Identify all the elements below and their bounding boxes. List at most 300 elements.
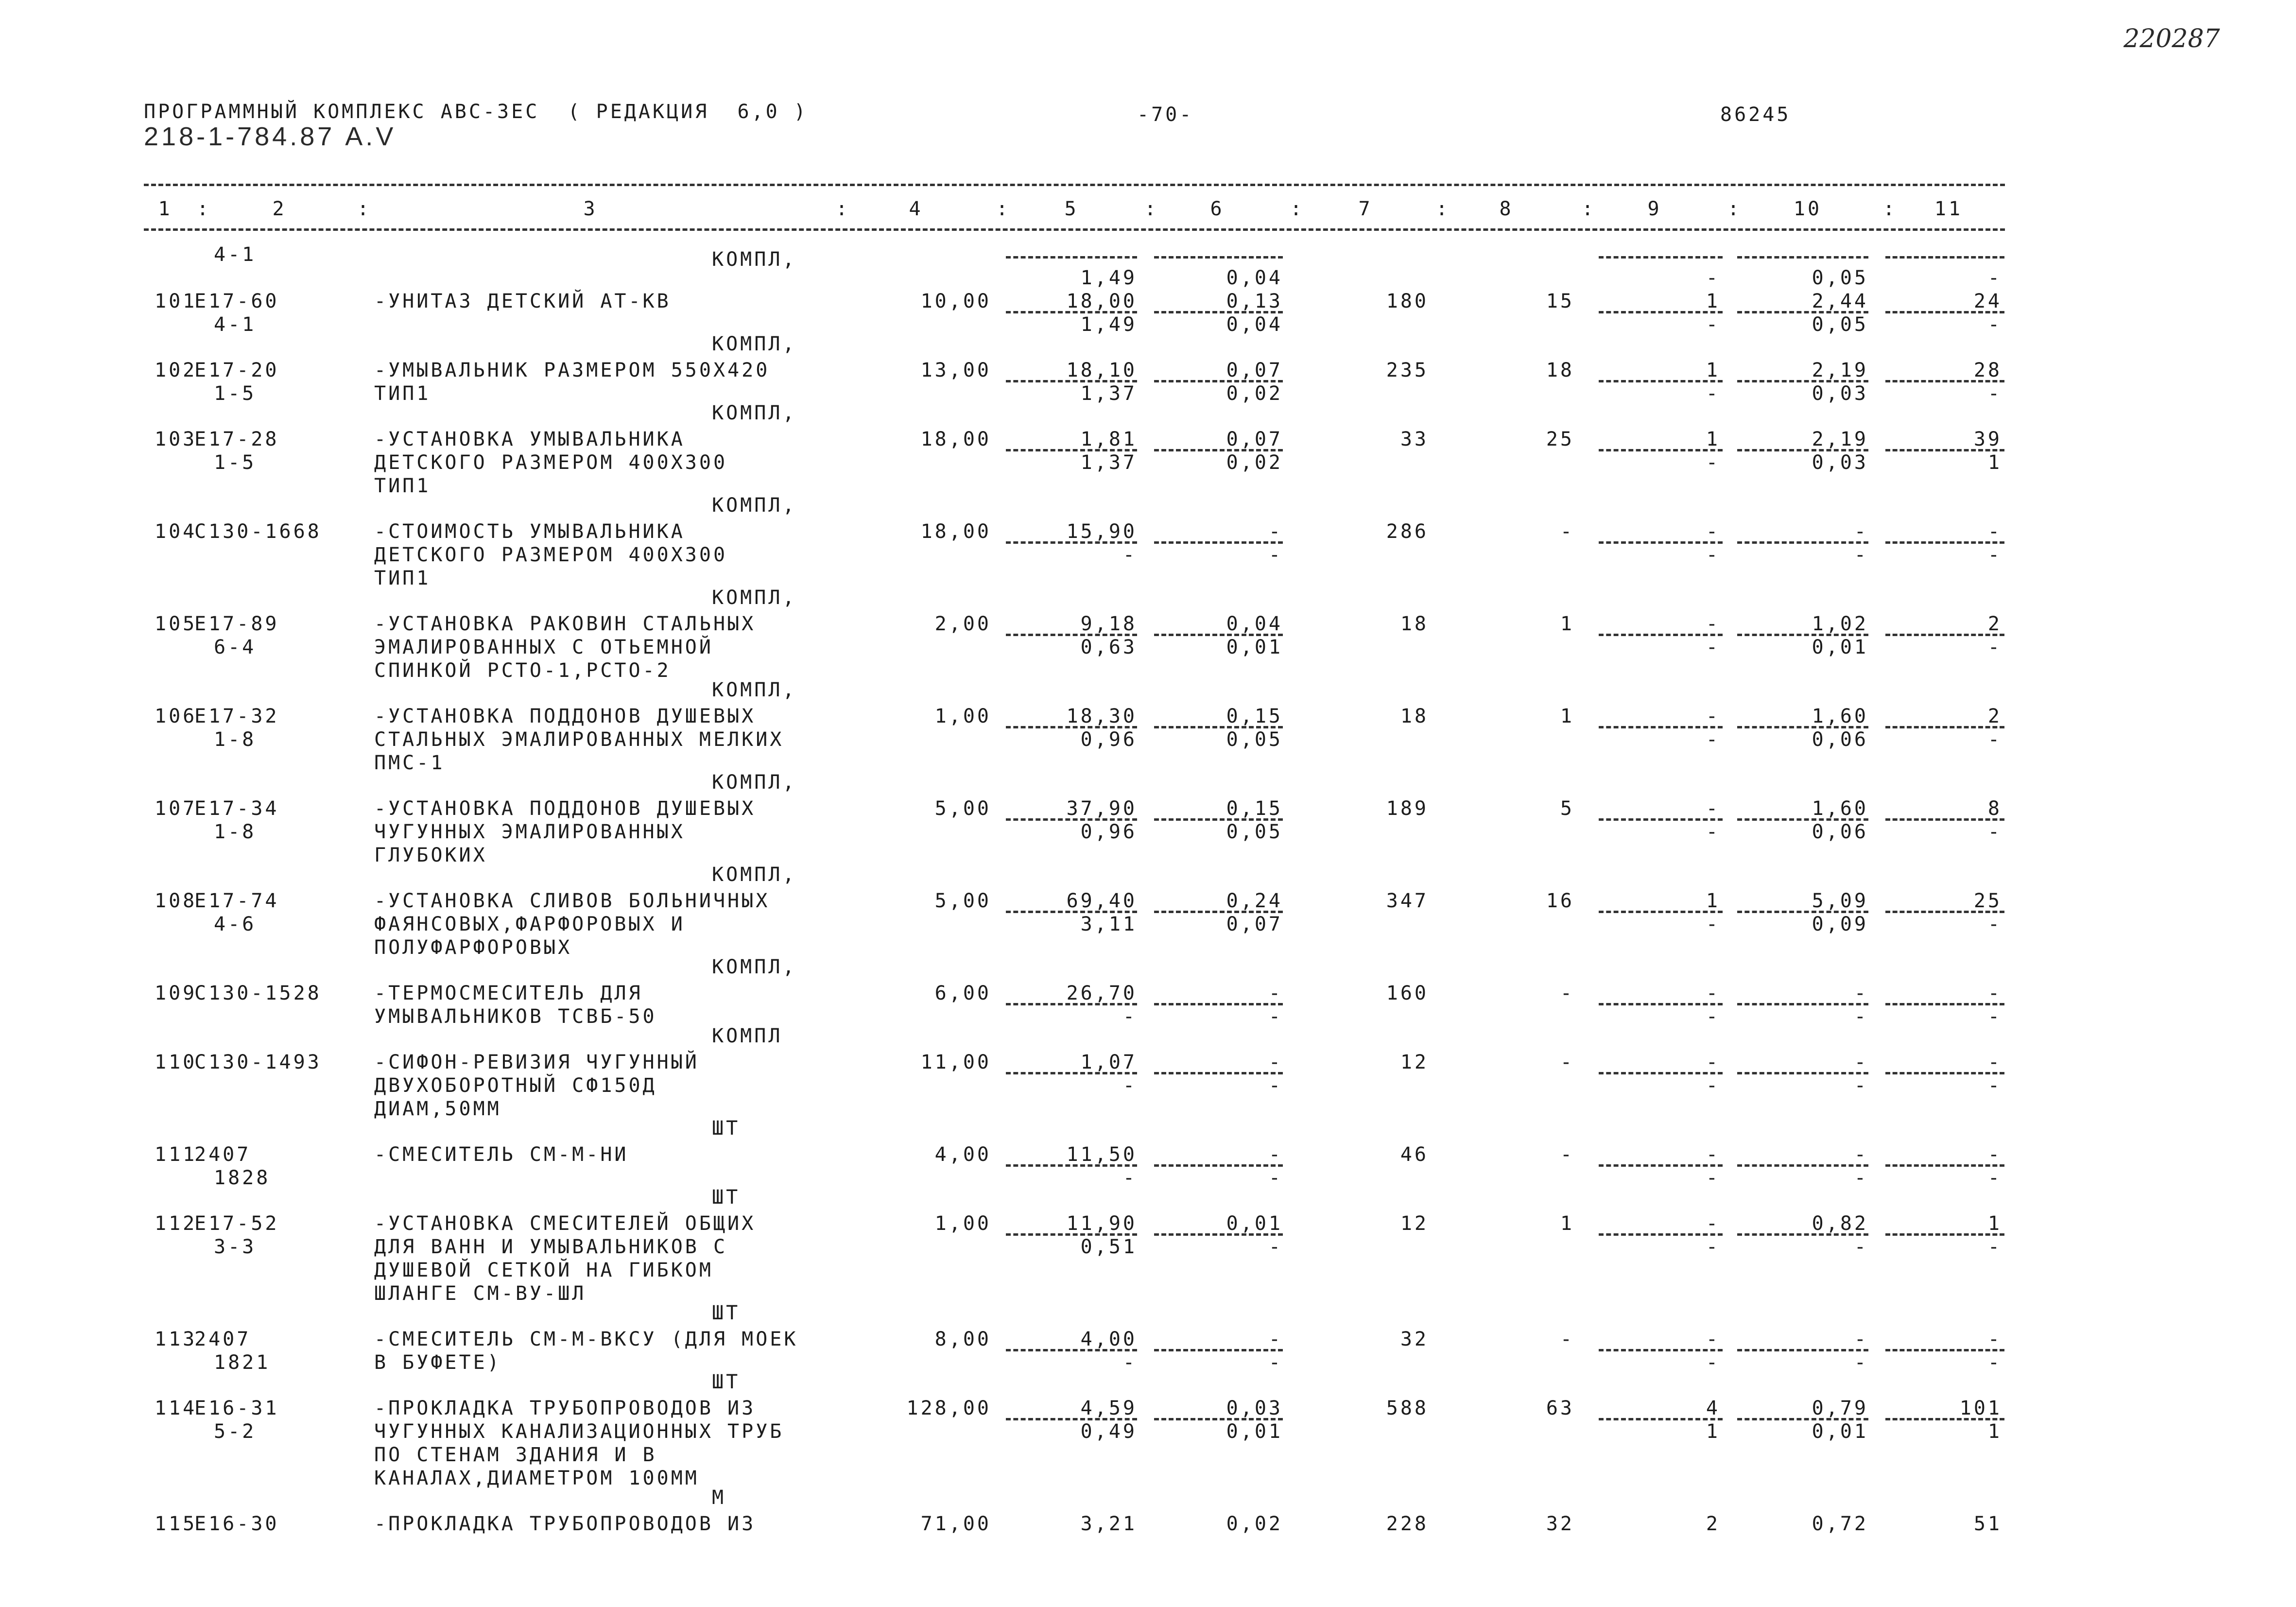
subvalue-c5: - xyxy=(1122,544,1137,566)
row-code: Е17-89 xyxy=(194,613,279,635)
table-header-rule xyxy=(144,228,2005,231)
value-c10: 2,19 xyxy=(1812,359,1868,381)
value-c8: - xyxy=(1560,1051,1574,1073)
value-c6: - xyxy=(1268,520,1283,543)
column-separator: : xyxy=(836,198,850,220)
value-c9: - xyxy=(1706,797,1720,820)
underline-c11 xyxy=(1885,634,2004,636)
row-number: 101 xyxy=(155,290,197,312)
subvalue-c6: 0,02 xyxy=(1226,451,1283,474)
value-c5: 18,30 xyxy=(1066,705,1137,727)
underline-c10 xyxy=(1737,1003,1868,1005)
subvalue-c9: - xyxy=(1706,1167,1720,1189)
underline-c9 xyxy=(1599,911,1723,913)
row-code: Е17-20 xyxy=(194,359,279,381)
value-c5: 9,18 xyxy=(1080,613,1137,635)
subvalue-c10: 0,01 xyxy=(1812,636,1868,658)
column-separator: : xyxy=(357,198,372,220)
value-c8: 25 xyxy=(1546,428,1574,450)
subvalue-c10: - xyxy=(1854,1074,1868,1097)
underline-c6 xyxy=(1154,256,1283,259)
column-header-10: 10 xyxy=(1793,198,1822,220)
header-program-title: ПРОГРАММНЫЙ КОМПЛЕКС АВС-3ЕС ( РЕДАКЦИЯ 6,0 ) xyxy=(144,101,808,123)
subvalue-c9: - xyxy=(1706,821,1720,843)
subvalue-c9: - xyxy=(1706,913,1720,935)
row-code: Е16-30 xyxy=(194,1513,279,1535)
subvalue-c10: - xyxy=(1854,1351,1868,1374)
subvalue-c5: 0,96 xyxy=(1080,728,1137,751)
underline-c5 xyxy=(1006,256,1137,259)
value-c6: 0,03 xyxy=(1226,1397,1283,1419)
value-c8: 63 xyxy=(1546,1397,1574,1419)
row-number: 110 xyxy=(155,1051,197,1073)
value-c11: 8 xyxy=(1987,797,2002,820)
underline-c11 xyxy=(1885,380,2004,382)
column-separator: : xyxy=(1883,198,1898,220)
row-number: 107 xyxy=(155,797,197,820)
subvalue-c6: - xyxy=(1268,1351,1283,1374)
value-c11: 2 xyxy=(1987,613,2002,635)
row-unit: ШТ xyxy=(712,1302,741,1324)
value-c8: 5 xyxy=(1560,797,1574,820)
value-c7: 33 xyxy=(1400,428,1429,450)
subvalue-c6: 0,05 xyxy=(1226,728,1283,751)
value-c5: 4,00 xyxy=(1080,1328,1137,1350)
underline-c9 xyxy=(1599,1164,1723,1167)
row-description: ТИП1 xyxy=(374,567,431,589)
value-c5: 37,90 xyxy=(1066,797,1137,820)
value-c9: 4 xyxy=(1706,1397,1720,1419)
value-c6: - xyxy=(1268,1051,1283,1073)
column-separator: : xyxy=(1727,198,1742,220)
value-c10: - xyxy=(1854,1328,1868,1350)
row-unit: ШТ xyxy=(712,1186,741,1209)
value-c11: - xyxy=(1987,520,2002,543)
column-separator: : xyxy=(1290,198,1305,220)
value-c8: 1 xyxy=(1560,705,1574,727)
row-code: 2407 xyxy=(194,1143,251,1166)
underline-c5 xyxy=(1006,1072,1137,1074)
value-c5: 11,90 xyxy=(1066,1212,1137,1235)
value-c9: - xyxy=(1706,705,1720,727)
subvalue-c11: - xyxy=(1987,728,2002,751)
column-separator: : xyxy=(996,198,1011,220)
row-number: 109 xyxy=(155,982,197,1004)
value-c4: 10,00 xyxy=(920,290,991,312)
value-c10: 0,82 xyxy=(1812,1212,1868,1235)
value-c4: 4,00 xyxy=(934,1143,991,1166)
value-c7: 18 xyxy=(1400,705,1429,727)
value-c8: 1 xyxy=(1560,613,1574,635)
column-header-4: 4 xyxy=(909,198,923,220)
subvalue-c11: - xyxy=(1987,1167,2002,1189)
underline-c6 xyxy=(1154,541,1283,544)
row-number: 112 xyxy=(155,1212,197,1235)
value-c11: 25 xyxy=(1973,890,2002,912)
subvalue-c10: - xyxy=(1854,1005,1868,1028)
row-description: ПОЛУФАРФОРОВЫХ xyxy=(374,936,572,959)
row-description: ДЕТСКОГО РАЗМЕРОМ 400Х300 xyxy=(374,451,728,474)
subvalue-c11: 1 xyxy=(1987,1420,2002,1443)
subvalue-c5: 0,63 xyxy=(1080,636,1137,658)
value-c10: - xyxy=(1854,1051,1868,1073)
column-separator: : xyxy=(197,198,211,220)
value-c11: - xyxy=(1987,1143,2002,1166)
row-code: Е17-34 xyxy=(194,797,279,820)
subvalue-c5: 0,96 xyxy=(1080,821,1137,843)
underline-c11 xyxy=(1885,256,2004,259)
subvalue-c10: 0,03 xyxy=(1812,451,1868,474)
value-c6: - xyxy=(1268,982,1283,1004)
continuation-c9: - xyxy=(1706,267,1720,289)
underline-c9 xyxy=(1599,1349,1723,1351)
page-number: -70- xyxy=(1137,104,1194,126)
column-header-9: 9 xyxy=(1647,198,1662,220)
row-code: Е16-31 xyxy=(194,1397,279,1419)
subvalue-c9: - xyxy=(1706,1074,1720,1097)
row-unit: КОМПЛ, xyxy=(712,587,797,609)
value-c10: 0,72 xyxy=(1812,1513,1868,1535)
row-description: ДИАМ,50ММ xyxy=(374,1098,501,1120)
column-header-2: 2 xyxy=(272,198,287,220)
value-c5: 69,40 xyxy=(1066,890,1137,912)
row-unit: КОМПЛ, xyxy=(712,402,797,424)
value-c4: 2,00 xyxy=(934,613,991,635)
column-separator: : xyxy=(1582,198,1596,220)
subvalue-c10: 0,05 xyxy=(1812,313,1868,336)
subvalue-c11: - xyxy=(1987,382,2002,405)
row-unit: КОМПЛ, xyxy=(712,956,797,978)
underline-c6 xyxy=(1154,1164,1283,1167)
underline-c6 xyxy=(1154,1003,1283,1005)
value-c10: 1,60 xyxy=(1812,705,1868,727)
value-c10: - xyxy=(1854,982,1868,1004)
underline-c11 xyxy=(1885,726,2004,728)
row-unit: КОМПЛ, xyxy=(712,771,797,794)
value-c9: - xyxy=(1706,1212,1720,1235)
row-code-sub: 6-4 xyxy=(214,636,257,658)
value-c4: 71,00 xyxy=(920,1513,991,1535)
row-description: ФАЯНСОВЫХ,ФАРФОРОВЫХ И xyxy=(374,913,685,935)
continuation-c10: 0,05 xyxy=(1812,267,1868,289)
subvalue-c11: - xyxy=(1987,544,2002,566)
subvalue-c6: 0,05 xyxy=(1226,821,1283,843)
row-code: Е17-28 xyxy=(194,428,279,450)
row-description: УМЫВАЛЬНИКОВ ТСВБ-50 xyxy=(374,1005,657,1028)
column-header-5: 5 xyxy=(1064,198,1079,220)
underline-c9 xyxy=(1599,311,1723,313)
subvalue-c10: - xyxy=(1854,1167,1868,1189)
value-c4: 13,00 xyxy=(920,359,991,381)
value-c9: 2 xyxy=(1706,1513,1720,1535)
underline-c9 xyxy=(1599,1072,1723,1074)
value-c5: 1,07 xyxy=(1080,1051,1137,1073)
row-code-sub: 5-2 xyxy=(214,1420,257,1443)
column-header-3: 3 xyxy=(583,198,598,220)
value-c11: 39 xyxy=(1973,428,2002,450)
subvalue-c9: - xyxy=(1706,1005,1720,1028)
value-c4: 128,00 xyxy=(906,1397,991,1419)
value-c10: - xyxy=(1854,1143,1868,1166)
value-c6: 0,04 xyxy=(1226,613,1283,635)
value-c8: - xyxy=(1560,1143,1574,1166)
value-c4: 8,00 xyxy=(934,1328,991,1350)
value-c7: 235 xyxy=(1386,359,1429,381)
value-c11: - xyxy=(1987,982,2002,1004)
value-c5: 3,21 xyxy=(1080,1513,1137,1535)
row-description: -УСТАНОВКА СМЕСИТЕЛЕЙ ОБЩИХ xyxy=(374,1212,756,1235)
row-description: -СМЕСИТЕЛЬ СМ-М-ВКСУ (ДЛЯ МОЕК xyxy=(374,1328,798,1350)
subvalue-c11: - xyxy=(1987,1005,2002,1028)
subvalue-c5: 0,49 xyxy=(1080,1420,1137,1443)
row-number: 108 xyxy=(155,890,197,912)
value-c9: 1 xyxy=(1706,359,1720,381)
row-description: -УСТАНОВКА ПОДДОНОВ ДУШЕВЫХ xyxy=(374,705,756,727)
column-separator: : xyxy=(1436,198,1450,220)
value-c4: 1,00 xyxy=(934,705,991,727)
value-c6: 0,07 xyxy=(1226,359,1283,381)
subvalue-c6: 0,07 xyxy=(1226,913,1283,935)
row-description: СТАЛЬНЫХ ЭМАЛИРОВАННЫХ МЕЛКИХ xyxy=(374,728,784,751)
row-unit: ШТ xyxy=(712,1117,741,1140)
value-c4: 6,00 xyxy=(934,982,991,1004)
subvalue-c6: - xyxy=(1268,1236,1283,1258)
subvalue-c10: 0,01 xyxy=(1812,1420,1868,1443)
subvalue-c10: 0,03 xyxy=(1812,382,1868,405)
value-c5: 4,59 xyxy=(1080,1397,1137,1419)
underline-c10 xyxy=(1737,1349,1868,1351)
row-description: -СИФОН-РЕВИЗИЯ ЧУГУННЫЙ xyxy=(374,1051,699,1073)
value-c4: 1,00 xyxy=(934,1212,991,1235)
row-description: СПИНКОЙ РСТО-1,РСТО-2 xyxy=(374,659,671,682)
underline-c6 xyxy=(1154,1349,1283,1351)
row-description: ДЛЯ ВАНН И УМЫВАЛЬНИКОВ С xyxy=(374,1236,728,1258)
subvalue-c5: - xyxy=(1122,1167,1137,1189)
row-description: ЧУГУННЫХ КАНАЛИЗАЦИОННЫХ ТРУБ xyxy=(374,1420,784,1443)
underline-c10 xyxy=(1737,1233,1868,1236)
value-c7: 180 xyxy=(1386,290,1429,312)
row-number: 105 xyxy=(155,613,197,635)
table-top-rule xyxy=(144,184,2005,186)
value-c5: 18,00 xyxy=(1066,290,1137,312)
subvalue-c10: - xyxy=(1854,544,1868,566)
row-unit: КОМПЛ, xyxy=(712,494,797,517)
subvalue-c9: - xyxy=(1706,382,1720,405)
underline-c11 xyxy=(1885,449,2004,451)
value-c9: - xyxy=(1706,1328,1720,1350)
subvalue-c9: 1 xyxy=(1706,1420,1720,1443)
underline-c9 xyxy=(1599,818,1723,821)
value-c5: 1,81 xyxy=(1080,428,1137,450)
value-c6: 0,01 xyxy=(1226,1212,1283,1235)
subvalue-c6: 0,01 xyxy=(1226,636,1283,658)
value-c8: - xyxy=(1560,520,1574,543)
row-number: 106 xyxy=(155,705,197,727)
subvalue-c5: 0,51 xyxy=(1080,1236,1137,1258)
row-unit: КОМПЛ, xyxy=(712,864,797,886)
underline-c11 xyxy=(1885,1418,2004,1420)
column-header-11: 11 xyxy=(1934,198,1963,220)
row-description: ПО СТЕНАМ ЗДАНИЯ И В xyxy=(374,1444,657,1466)
value-c8: 15 xyxy=(1546,290,1574,312)
subvalue-c9: - xyxy=(1706,451,1720,474)
document-code: 86245 xyxy=(1720,104,1791,126)
underline-c11 xyxy=(1885,1003,2004,1005)
column-header-8: 8 xyxy=(1499,198,1514,220)
value-c8: 18 xyxy=(1546,359,1574,381)
underline-c9 xyxy=(1599,634,1723,636)
value-c9: - xyxy=(1706,982,1720,1004)
value-c6: 0,07 xyxy=(1226,428,1283,450)
underline-c6 xyxy=(1154,1233,1283,1236)
row-description: В БУФЕТЕ) xyxy=(374,1351,501,1374)
row-code: 4-1 xyxy=(214,243,257,266)
underline-c9 xyxy=(1599,380,1723,382)
value-c10: 5,09 xyxy=(1812,890,1868,912)
value-c8: - xyxy=(1560,1328,1574,1350)
continuation-c11: - xyxy=(1987,267,2002,289)
value-c5: 18,10 xyxy=(1066,359,1137,381)
value-c11: - xyxy=(1987,1328,2002,1350)
row-description: -УСТАНОВКА ПОДДОНОВ ДУШЕВЫХ xyxy=(374,797,756,820)
subvalue-c11: - xyxy=(1987,1236,2002,1258)
value-c8: 16 xyxy=(1546,890,1574,912)
subvalue-c11: - xyxy=(1987,313,2002,336)
row-description: -УМЫВАЛЬНИК РАЗМЕРОМ 550Х420 xyxy=(374,359,770,381)
row-description: -ТЕРМОСМЕСИТЕЛЬ ДЛЯ xyxy=(374,982,643,1004)
value-c11: 24 xyxy=(1973,290,2002,312)
value-c11: 2 xyxy=(1987,705,2002,727)
row-code: Е17-74 xyxy=(194,890,279,912)
row-description: -ПРОКЛАДКА ТРУБОПРОВОДОВ ИЗ xyxy=(374,1513,756,1535)
value-c6: - xyxy=(1268,1143,1283,1166)
row-unit: М xyxy=(712,1486,726,1509)
value-c6: 0,15 xyxy=(1226,705,1283,727)
row-number: 103 xyxy=(155,428,197,450)
underline-c11 xyxy=(1885,1349,2004,1351)
underline-c10 xyxy=(1737,541,1868,544)
underline-c9 xyxy=(1599,1003,1723,1005)
row-description: КАНАЛАХ,ДИАМЕТРОМ 100ММ xyxy=(374,1467,699,1489)
value-c9: 1 xyxy=(1706,290,1720,312)
row-code-sub: 4-6 xyxy=(214,913,257,935)
value-c7: 189 xyxy=(1386,797,1429,820)
underline-c6 xyxy=(1154,1072,1283,1074)
row-code-sub: 3-3 xyxy=(214,1236,257,1258)
subvalue-c5: - xyxy=(1122,1005,1137,1028)
value-c5: 15,90 xyxy=(1066,520,1137,543)
row-code: Е17-32 xyxy=(194,705,279,727)
underline-c11 xyxy=(1885,1233,2004,1236)
row-unit: КОМПЛ, xyxy=(712,248,797,271)
subvalue-c6: - xyxy=(1268,1167,1283,1189)
subvalue-c5: 3,11 xyxy=(1080,913,1137,935)
underline-c9 xyxy=(1599,1418,1723,1420)
row-code-sub: 4-1 xyxy=(214,313,257,336)
subvalue-c11: - xyxy=(1987,913,2002,935)
row-unit: КОМПЛ xyxy=(712,1025,783,1047)
underline-c11 xyxy=(1885,1164,2004,1167)
continuation-c6: 0,04 xyxy=(1226,267,1283,289)
row-number: 104 xyxy=(155,520,197,543)
value-c4: 11,00 xyxy=(920,1051,991,1073)
row-unit: КОМПЛ, xyxy=(712,679,797,701)
value-c10: 1,60 xyxy=(1812,797,1868,820)
value-c6: 0,15 xyxy=(1226,797,1283,820)
row-code-sub: 1828 xyxy=(214,1167,271,1189)
value-c7: 286 xyxy=(1386,520,1429,543)
column-separator: : xyxy=(1144,198,1159,220)
subvalue-c6: - xyxy=(1268,544,1283,566)
value-c8: - xyxy=(1560,982,1574,1004)
subvalue-c11: - xyxy=(1987,636,2002,658)
subvalue-c6: 0,04 xyxy=(1226,313,1283,336)
subvalue-c11: - xyxy=(1987,821,2002,843)
value-c7: 12 xyxy=(1400,1051,1429,1073)
subvalue-c9: - xyxy=(1706,1351,1720,1374)
subvalue-c11: - xyxy=(1987,1074,2002,1097)
underline-c9 xyxy=(1599,541,1723,544)
value-c7: 32 xyxy=(1400,1328,1429,1350)
underline-c11 xyxy=(1885,311,2004,313)
value-c11: 101 xyxy=(1959,1397,2002,1419)
underline-c5 xyxy=(1006,1349,1137,1351)
subvalue-c9: - xyxy=(1706,1236,1720,1258)
underline-c11 xyxy=(1885,541,2004,544)
value-c10: - xyxy=(1854,520,1868,543)
subvalue-c10: 0,09 xyxy=(1812,913,1868,935)
row-code: Е17-60 xyxy=(194,290,279,312)
value-c7: 46 xyxy=(1400,1143,1429,1166)
continuation-c5: 1,49 xyxy=(1080,267,1137,289)
corner-handwritten-number: 220287 xyxy=(2123,24,2220,53)
value-c6: 0,24 xyxy=(1226,890,1283,912)
underline-c9 xyxy=(1599,1233,1723,1236)
subvalue-c10: 0,06 xyxy=(1812,821,1868,843)
value-c5: 11,50 xyxy=(1066,1143,1137,1166)
underline-c11 xyxy=(1885,818,2004,821)
underline-c9 xyxy=(1599,726,1723,728)
row-unit: ШТ xyxy=(712,1371,741,1393)
value-c11: 28 xyxy=(1973,359,2002,381)
row-code: 2407 xyxy=(194,1328,251,1350)
subvalue-c10: 0,06 xyxy=(1812,728,1868,751)
underline-c5 xyxy=(1006,1003,1137,1005)
subvalue-c10: - xyxy=(1854,1236,1868,1258)
row-description: ДЕТСКОГО РАЗМЕРОМ 400Х300 xyxy=(374,544,728,566)
row-code: Е17-52 xyxy=(194,1212,279,1235)
row-code-sub: 1-5 xyxy=(214,382,257,405)
value-c7: 12 xyxy=(1400,1212,1429,1235)
subvalue-c5: - xyxy=(1122,1351,1137,1374)
value-c4: 5,00 xyxy=(934,890,991,912)
value-c7: 160 xyxy=(1386,982,1429,1004)
underline-c5 xyxy=(1006,1164,1137,1167)
row-description: -СМЕСИТЕЛЬ СМ-М-НИ xyxy=(374,1143,629,1166)
subvalue-c6: - xyxy=(1268,1074,1283,1097)
underline-c11 xyxy=(1885,1072,2004,1074)
row-description: ТИП1 xyxy=(374,475,431,497)
column-header-1: 1 xyxy=(158,198,173,220)
row-description: -СТОИМОСТЬ УМЫВАЛЬНИКА xyxy=(374,520,685,543)
header-document-id: 218-1-784.87 А.V xyxy=(144,122,397,151)
row-description: -УНИТАЗ ДЕТСКИЙ АТ-КВ xyxy=(374,290,671,312)
underline-c10 xyxy=(1737,1072,1868,1074)
row-unit: КОМПЛ, xyxy=(712,333,797,355)
value-c9: 1 xyxy=(1706,890,1720,912)
underline-c11 xyxy=(1885,911,2004,913)
subvalue-c9: - xyxy=(1706,728,1720,751)
